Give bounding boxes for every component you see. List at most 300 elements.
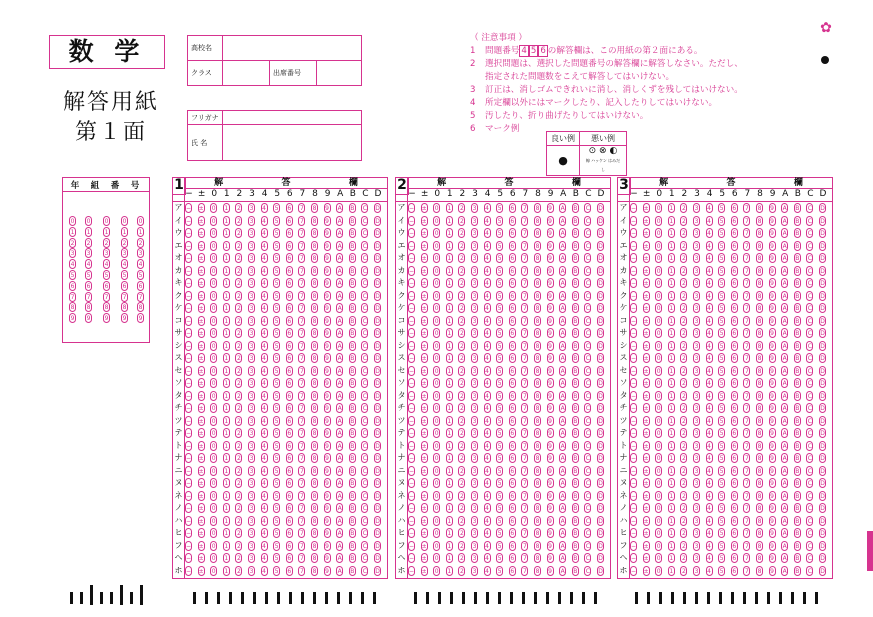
answer-bubble[interactable]: 5: [497, 255, 502, 262]
answer-bubble[interactable]: 8: [312, 430, 317, 437]
answer-bubble[interactable]: 6: [287, 430, 292, 437]
answer-bubble[interactable]: 8: [535, 355, 540, 362]
answer-bubble[interactable]: 2: [459, 380, 464, 387]
answer-bubble[interactable]: ±: [421, 405, 427, 412]
answer-bubble[interactable]: 6: [510, 280, 515, 287]
answer-bubble[interactable]: 5: [497, 267, 502, 275]
answer-bubble[interactable]: 9: [770, 392, 774, 400]
answer-bubble[interactable]: A: [782, 505, 787, 512]
id-digit-bubble[interactable]: 1: [86, 228, 91, 236]
answer-bubble[interactable]: 9: [770, 530, 774, 537]
answer-bubble[interactable]: 4: [485, 517, 489, 525]
answer-bubble[interactable]: A: [337, 280, 342, 287]
answer-bubble[interactable]: ±: [198, 292, 204, 300]
answer-bubble[interactable]: 4: [485, 467, 489, 475]
answer-bubble[interactable]: B: [795, 480, 800, 487]
answer-bubble[interactable]: 5: [274, 530, 279, 537]
answer-bubble[interactable]: 5: [719, 517, 724, 525]
answer-bubble[interactable]: 3: [472, 455, 477, 462]
answer-bubble[interactable]: 2: [236, 342, 241, 350]
answer-bubble[interactable]: 0: [656, 230, 661, 237]
answer-bubble[interactable]: B: [350, 505, 355, 512]
answer-bubble[interactable]: 2: [681, 330, 686, 337]
answer-bubble[interactable]: 0: [434, 467, 439, 475]
answer-bubble[interactable]: 3: [472, 555, 477, 562]
answer-bubble[interactable]: 7: [744, 342, 749, 350]
answer-bubble[interactable]: 1: [447, 205, 452, 212]
answer-bubble[interactable]: 7: [744, 330, 749, 337]
answer-bubble[interactable]: −: [186, 467, 192, 475]
answer-bubble[interactable]: D: [820, 330, 825, 337]
answer-bubble[interactable]: A: [560, 430, 565, 437]
answer-bubble[interactable]: ±: [643, 505, 649, 512]
answer-bubble[interactable]: B: [795, 355, 800, 362]
answer-bubble[interactable]: D: [375, 217, 380, 225]
answer-bubble[interactable]: 3: [694, 317, 699, 325]
answer-bubble[interactable]: 7: [299, 455, 304, 462]
answer-bubble[interactable]: C: [807, 292, 812, 300]
answer-bubble[interactable]: 9: [770, 267, 774, 275]
answer-bubble[interactable]: 5: [274, 230, 279, 237]
answer-bubble[interactable]: 4: [485, 555, 489, 562]
answer-bubble[interactable]: D: [598, 430, 603, 437]
answer-bubble[interactable]: 8: [535, 417, 540, 425]
answer-bubble[interactable]: 8: [312, 317, 317, 325]
answer-bubble[interactable]: 6: [732, 330, 737, 337]
answer-bubble[interactable]: 6: [732, 555, 737, 562]
answer-bubble[interactable]: 0: [656, 480, 661, 487]
answer-bubble[interactable]: 7: [522, 480, 527, 487]
answer-bubble[interactable]: 2: [236, 267, 241, 275]
answer-bubble[interactable]: D: [375, 405, 380, 412]
answer-bubble[interactable]: −: [186, 255, 192, 262]
answer-bubble[interactable]: 4: [707, 355, 711, 362]
answer-bubble[interactable]: 4: [485, 480, 489, 487]
answer-bubble[interactable]: 1: [447, 217, 452, 225]
answer-bubble[interactable]: −: [409, 405, 415, 412]
answer-bubble[interactable]: 8: [312, 380, 317, 387]
answer-bubble[interactable]: ±: [643, 405, 649, 412]
answer-bubble[interactable]: A: [782, 492, 787, 500]
answer-bubble[interactable]: B: [795, 555, 800, 562]
answer-bubble[interactable]: 6: [510, 517, 515, 525]
answer-bubble[interactable]: 9: [548, 505, 552, 512]
answer-bubble[interactable]: C: [807, 417, 812, 425]
answer-bubble[interactable]: 5: [497, 417, 502, 425]
answer-bubble[interactable]: 2: [681, 292, 686, 300]
answer-bubble[interactable]: 6: [510, 567, 515, 575]
answer-bubble[interactable]: 8: [312, 405, 317, 412]
answer-bubble[interactable]: 2: [236, 467, 241, 475]
answer-bubble[interactable]: 9: [325, 342, 329, 350]
answer-bubble[interactable]: 1: [669, 255, 674, 262]
answer-bubble[interactable]: 9: [770, 242, 774, 250]
answer-bubble[interactable]: A: [337, 330, 342, 337]
answer-bubble[interactable]: 3: [249, 230, 254, 237]
answer-bubble[interactable]: 8: [757, 542, 762, 550]
answer-bubble[interactable]: 1: [224, 205, 229, 212]
answer-bubble[interactable]: 3: [249, 305, 254, 312]
answer-bubble[interactable]: 0: [656, 467, 661, 475]
answer-bubble[interactable]: 9: [770, 280, 774, 287]
answer-bubble[interactable]: 9: [325, 517, 329, 525]
answer-bubble[interactable]: A: [560, 442, 565, 450]
answer-bubble[interactable]: A: [782, 355, 787, 362]
answer-bubble[interactable]: 8: [535, 405, 540, 412]
answer-bubble[interactable]: 1: [224, 280, 229, 287]
answer-bubble[interactable]: 3: [472, 217, 477, 225]
answer-bubble[interactable]: 6: [287, 467, 292, 475]
answer-bubble[interactable]: 5: [719, 242, 724, 250]
answer-bubble[interactable]: 3: [472, 330, 477, 337]
answer-bubble[interactable]: D: [375, 567, 380, 575]
id-digit-bubble[interactable]: 9: [70, 315, 75, 323]
answer-bubble[interactable]: D: [598, 417, 603, 425]
id-digit-bubble[interactable]: 2: [138, 239, 143, 247]
answer-bubble[interactable]: D: [375, 342, 380, 350]
answer-bubble[interactable]: 6: [287, 230, 292, 237]
answer-bubble[interactable]: −: [186, 505, 192, 512]
answer-bubble[interactable]: 2: [459, 330, 464, 337]
answer-bubble[interactable]: ±: [421, 480, 427, 487]
answer-bubble[interactable]: 4: [707, 505, 711, 512]
answer-bubble[interactable]: D: [375, 267, 380, 275]
answer-bubble[interactable]: 9: [325, 242, 329, 250]
answer-bubble[interactable]: 8: [757, 230, 762, 237]
answer-bubble[interactable]: 4: [707, 455, 711, 462]
answer-bubble[interactable]: ±: [643, 392, 649, 400]
answer-bubble[interactable]: −: [409, 467, 415, 475]
answer-bubble[interactable]: 4: [485, 417, 489, 425]
answer-bubble[interactable]: 1: [224, 480, 229, 487]
answer-bubble[interactable]: 3: [472, 505, 477, 512]
answer-bubble[interactable]: D: [598, 217, 603, 225]
id-digit-bubble[interactable]: 6: [138, 282, 143, 290]
answer-bubble[interactable]: B: [350, 342, 355, 350]
answer-bubble[interactable]: 8: [535, 217, 540, 225]
answer-bubble[interactable]: 7: [522, 292, 527, 300]
answer-bubble[interactable]: 3: [694, 330, 699, 337]
answer-bubble[interactable]: C: [585, 392, 590, 400]
answer-bubble[interactable]: 2: [459, 430, 464, 437]
id-digit-bubble[interactable]: 7: [138, 293, 143, 301]
answer-bubble[interactable]: B: [350, 467, 355, 475]
answer-bubble[interactable]: ±: [643, 492, 649, 500]
answer-bubble[interactable]: 8: [757, 355, 762, 362]
answer-bubble[interactable]: 8: [757, 292, 762, 300]
answer-bubble[interactable]: 6: [510, 417, 515, 425]
answer-bubble[interactable]: B: [350, 480, 355, 487]
answer-bubble[interactable]: 5: [274, 480, 279, 487]
answer-bubble[interactable]: 1: [669, 492, 674, 500]
answer-bubble[interactable]: 4: [262, 542, 266, 550]
answer-bubble[interactable]: C: [585, 255, 590, 262]
answer-bubble[interactable]: 6: [287, 205, 292, 212]
answer-bubble[interactable]: 2: [681, 317, 686, 325]
answer-bubble[interactable]: 2: [681, 392, 686, 400]
answer-bubble[interactable]: 2: [681, 230, 686, 237]
answer-bubble[interactable]: 8: [757, 317, 762, 325]
answer-bubble[interactable]: −: [186, 492, 192, 500]
answer-bubble[interactable]: 0: [211, 292, 216, 300]
answer-bubble[interactable]: C: [362, 267, 367, 275]
answer-bubble[interactable]: A: [782, 342, 787, 350]
id-digit-bubble[interactable]: 1: [138, 228, 143, 236]
answer-bubble[interactable]: 0: [434, 205, 439, 212]
answer-bubble[interactable]: 9: [770, 217, 774, 225]
answer-bubble[interactable]: 7: [744, 517, 749, 525]
answer-bubble[interactable]: 5: [274, 205, 279, 212]
answer-bubble[interactable]: −: [186, 230, 192, 237]
answer-bubble[interactable]: C: [585, 417, 590, 425]
answer-bubble[interactable]: D: [598, 555, 603, 562]
answer-bubble[interactable]: 0: [434, 280, 439, 287]
answer-bubble[interactable]: 2: [459, 442, 464, 450]
answer-bubble[interactable]: 1: [447, 505, 452, 512]
answer-bubble[interactable]: B: [573, 367, 578, 375]
answer-bubble[interactable]: C: [807, 242, 812, 250]
answer-bubble[interactable]: 3: [694, 255, 699, 262]
answer-bubble[interactable]: 1: [447, 392, 452, 400]
answer-bubble[interactable]: ±: [643, 292, 649, 300]
answer-bubble[interactable]: 0: [656, 292, 661, 300]
answer-bubble[interactable]: 6: [287, 530, 292, 537]
answer-bubble[interactable]: 8: [312, 530, 317, 537]
answer-bubble[interactable]: 4: [485, 442, 489, 450]
answer-bubble[interactable]: ±: [643, 380, 649, 387]
answer-bubble[interactable]: 9: [548, 542, 552, 550]
answer-bubble[interactable]: 6: [287, 480, 292, 487]
answer-bubble[interactable]: −: [631, 305, 637, 312]
answer-bubble[interactable]: 0: [211, 217, 216, 225]
answer-bubble[interactable]: 0: [211, 467, 216, 475]
answer-bubble[interactable]: 3: [249, 430, 254, 437]
answer-bubble[interactable]: 6: [287, 317, 292, 325]
answer-bubble[interactable]: 1: [224, 492, 229, 500]
answer-bubble[interactable]: 8: [312, 217, 317, 225]
answer-bubble[interactable]: 2: [236, 405, 241, 412]
answer-bubble[interactable]: 9: [770, 330, 774, 337]
answer-bubble[interactable]: 4: [707, 205, 711, 212]
answer-bubble[interactable]: 2: [459, 555, 464, 562]
answer-bubble[interactable]: C: [362, 205, 367, 212]
answer-bubble[interactable]: 3: [694, 517, 699, 525]
id-digit-bubble[interactable]: 1: [104, 228, 109, 236]
answer-bubble[interactable]: 7: [744, 217, 749, 225]
answer-bubble[interactable]: −: [409, 517, 415, 525]
answer-bubble[interactable]: 5: [719, 355, 724, 362]
answer-bubble[interactable]: C: [807, 255, 812, 262]
answer-bubble[interactable]: 7: [522, 430, 527, 437]
answer-bubble[interactable]: D: [375, 430, 380, 437]
answer-bubble[interactable]: 8: [757, 330, 762, 337]
answer-bubble[interactable]: 3: [472, 442, 477, 450]
answer-bubble[interactable]: 3: [472, 267, 477, 275]
answer-bubble[interactable]: 5: [719, 480, 724, 487]
answer-bubble[interactable]: 9: [325, 555, 329, 562]
answer-bubble[interactable]: 3: [249, 505, 254, 512]
answer-bubble[interactable]: 4: [262, 492, 266, 500]
answer-bubble[interactable]: C: [585, 305, 590, 312]
answer-bubble[interactable]: 9: [548, 380, 552, 387]
answer-bubble[interactable]: 6: [287, 492, 292, 500]
answer-bubble[interactable]: 8: [535, 467, 540, 475]
answer-bubble[interactable]: ±: [421, 280, 427, 287]
answer-bubble[interactable]: ±: [198, 405, 204, 412]
id-digit-bubble[interactable]: 3: [138, 250, 143, 258]
answer-bubble[interactable]: 6: [287, 342, 292, 350]
answer-bubble[interactable]: 8: [535, 242, 540, 250]
answer-bubble[interactable]: 4: [485, 242, 489, 250]
answer-bubble[interactable]: 3: [249, 367, 254, 375]
answer-bubble[interactable]: 1: [224, 242, 229, 250]
answer-bubble[interactable]: A: [560, 330, 565, 337]
answer-bubble[interactable]: 7: [744, 530, 749, 537]
answer-bubble[interactable]: 7: [299, 555, 304, 562]
answer-bubble[interactable]: 5: [719, 455, 724, 462]
answer-bubble[interactable]: B: [573, 417, 578, 425]
answer-bubble[interactable]: 3: [249, 380, 254, 387]
answer-bubble[interactable]: 4: [485, 530, 489, 537]
answer-bubble[interactable]: 5: [497, 367, 502, 375]
answer-bubble[interactable]: B: [573, 342, 578, 350]
answer-bubble[interactable]: 3: [472, 342, 477, 350]
answer-bubble[interactable]: 8: [535, 567, 540, 575]
answer-bubble[interactable]: 0: [434, 305, 439, 312]
answer-bubble[interactable]: 1: [669, 230, 674, 237]
answer-bubble[interactable]: −: [186, 205, 192, 212]
answer-bubble[interactable]: 9: [770, 367, 774, 375]
answer-bubble[interactable]: B: [795, 317, 800, 325]
answer-bubble[interactable]: B: [795, 205, 800, 212]
answer-bubble[interactable]: D: [375, 380, 380, 387]
answer-bubble[interactable]: 0: [434, 480, 439, 487]
answer-bubble[interactable]: 0: [656, 380, 661, 387]
answer-bubble[interactable]: 0: [656, 530, 661, 537]
answer-bubble[interactable]: 0: [434, 392, 439, 400]
answer-bubble[interactable]: 2: [236, 555, 241, 562]
answer-bubble[interactable]: 8: [535, 280, 540, 287]
answer-bubble[interactable]: D: [820, 442, 825, 450]
answer-bubble[interactable]: ±: [421, 317, 427, 325]
answer-bubble[interactable]: 5: [719, 330, 724, 337]
answer-bubble[interactable]: B: [350, 455, 355, 462]
answer-bubble[interactable]: B: [350, 417, 355, 425]
answer-bubble[interactable]: 2: [681, 492, 686, 500]
answer-bubble[interactable]: A: [782, 567, 787, 575]
answer-bubble[interactable]: 8: [757, 555, 762, 562]
answer-bubble[interactable]: A: [560, 517, 565, 525]
answer-bubble[interactable]: B: [350, 367, 355, 375]
answer-bubble[interactable]: A: [560, 567, 565, 575]
answer-bubble[interactable]: 6: [510, 217, 515, 225]
answer-bubble[interactable]: B: [350, 392, 355, 400]
answer-bubble[interactable]: 1: [447, 480, 452, 487]
answer-bubble[interactable]: A: [782, 430, 787, 437]
answer-bubble[interactable]: C: [362, 242, 367, 250]
answer-bubble[interactable]: 9: [770, 430, 774, 437]
answer-bubble[interactable]: 2: [681, 480, 686, 487]
answer-bubble[interactable]: 0: [211, 330, 216, 337]
answer-bubble[interactable]: 2: [459, 217, 464, 225]
answer-bubble[interactable]: 1: [447, 242, 452, 250]
answer-bubble[interactable]: C: [362, 355, 367, 362]
answer-bubble[interactable]: 5: [497, 567, 502, 575]
answer-bubble[interactable]: 2: [681, 217, 686, 225]
answer-bubble[interactable]: −: [409, 567, 415, 575]
answer-bubble[interactable]: 5: [274, 517, 279, 525]
answer-bubble[interactable]: −: [409, 280, 415, 287]
answer-bubble[interactable]: D: [375, 555, 380, 562]
answer-bubble[interactable]: 1: [224, 430, 229, 437]
answer-bubble[interactable]: 3: [249, 555, 254, 562]
answer-bubble[interactable]: 1: [447, 355, 452, 362]
answer-bubble[interactable]: −: [409, 417, 415, 425]
answer-bubble[interactable]: −: [409, 542, 415, 550]
answer-bubble[interactable]: 0: [656, 455, 661, 462]
answer-bubble[interactable]: 1: [669, 517, 674, 525]
answer-bubble[interactable]: 1: [224, 517, 229, 525]
answer-bubble[interactable]: D: [598, 355, 603, 362]
answer-bubble[interactable]: 8: [535, 542, 540, 550]
answer-bubble[interactable]: 5: [274, 392, 279, 400]
answer-bubble[interactable]: 7: [744, 267, 749, 275]
answer-bubble[interactable]: 8: [757, 205, 762, 212]
answer-bubble[interactable]: 3: [694, 392, 699, 400]
answer-bubble[interactable]: 7: [744, 280, 749, 287]
answer-bubble[interactable]: D: [598, 467, 603, 475]
answer-bubble[interactable]: 6: [732, 355, 737, 362]
answer-bubble[interactable]: 6: [287, 217, 292, 225]
answer-bubble[interactable]: 4: [485, 342, 489, 350]
answer-bubble[interactable]: 5: [719, 205, 724, 212]
answer-bubble[interactable]: A: [337, 505, 342, 512]
answer-bubble[interactable]: 7: [744, 417, 749, 425]
answer-bubble[interactable]: 4: [707, 267, 711, 275]
answer-bubble[interactable]: 3: [472, 380, 477, 387]
answer-bubble[interactable]: 7: [522, 405, 527, 412]
answer-bubble[interactable]: B: [573, 242, 578, 250]
answer-bubble[interactable]: ±: [643, 517, 649, 525]
answer-bubble[interactable]: 4: [262, 255, 266, 262]
answer-bubble[interactable]: A: [560, 317, 565, 325]
answer-bubble[interactable]: −: [631, 217, 637, 225]
answer-bubble[interactable]: 7: [522, 555, 527, 562]
answer-bubble[interactable]: −: [186, 480, 192, 487]
answer-bubble[interactable]: 3: [472, 242, 477, 250]
answer-bubble[interactable]: 0: [434, 255, 439, 262]
answer-bubble[interactable]: D: [820, 205, 825, 212]
answer-bubble[interactable]: 4: [707, 367, 711, 375]
answer-bubble[interactable]: −: [631, 530, 637, 537]
answer-bubble[interactable]: 4: [707, 342, 711, 350]
answer-bubble[interactable]: 0: [656, 205, 661, 212]
answer-bubble[interactable]: 7: [744, 230, 749, 237]
answer-bubble[interactable]: −: [186, 442, 192, 450]
answer-bubble[interactable]: D: [820, 530, 825, 537]
answer-bubble[interactable]: −: [409, 267, 415, 275]
answer-bubble[interactable]: −: [409, 330, 415, 337]
answer-bubble[interactable]: 4: [485, 292, 489, 300]
answer-bubble[interactable]: 9: [548, 555, 552, 562]
answer-bubble[interactable]: D: [598, 392, 603, 400]
answer-bubble[interactable]: C: [585, 292, 590, 300]
answer-bubble[interactable]: A: [337, 542, 342, 550]
answer-bubble[interactable]: D: [820, 267, 825, 275]
answer-bubble[interactable]: 1: [447, 380, 452, 387]
answer-bubble[interactable]: 4: [262, 430, 266, 437]
answer-bubble[interactable]: ±: [198, 205, 204, 212]
